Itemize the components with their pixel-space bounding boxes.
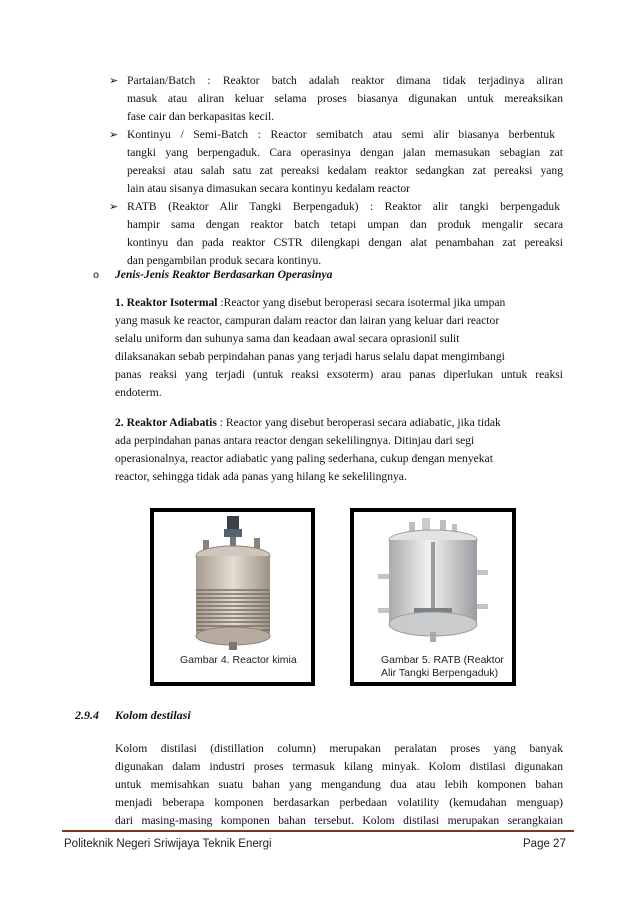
isothermal-line-2: yang masuk ke reactor, campuran dalam reactor dan lairan yang keluar dari reactor bbox=[115, 314, 500, 327]
kolom-line-1: Kolom distilasi (distillation column) merupakan peralatan proses yang banyak bbox=[115, 742, 563, 755]
isothermal-line-4: dilaksanakan sebab perpindahan panas yang terjadi harus selalu dapat mengimbangi bbox=[115, 350, 505, 363]
isothermal-line-3: selalu uniform dan suhunya sama dan keadaan awal secara oprasionil sulit bbox=[115, 332, 460, 345]
bullet-1-line-1: Partaian/Batch : Reaktor batch adalah reaktor dimana tidak terjadinya aliran bbox=[127, 74, 563, 87]
bullet-3-line-2: hampir sama dengan reaktor batch tetapi umpan dan produk mengalir secara bbox=[127, 218, 563, 231]
bullet-2-line-3: pereaksi atau salah satu zat pereaksi kedalam reaktor sedangkan zat pereaksi yang bbox=[127, 164, 563, 177]
isothermal-line-6: endoterm. bbox=[115, 386, 162, 399]
bullet-1-line-2: masuk atau aliran keluar selama proses biasanya digunakan untuk mereaksikan bbox=[127, 92, 563, 105]
isothermal-line-5: panas reaksi yang terjadi (untuk reaksi exsoterm) arau panas diperlukan untuk reaksi bbox=[115, 368, 563, 381]
isothermal-title: 1. Reaktor Isotermal bbox=[115, 296, 218, 309]
subsection-number: 2.9.4 bbox=[75, 708, 99, 722]
kolom-line-3: untuk memisahkan suatu bahan yang mengandung dua atau lebih komponen bahan bbox=[115, 778, 563, 791]
isothermal-line-1 bbox=[115, 294, 560, 312]
adiabatic-line-1 bbox=[115, 414, 501, 432]
figure-5-caption-line-1: Gambar 5. RATB (Reaktor bbox=[381, 654, 504, 666]
adiabatic-line-1-text: : Reactor yang disebut beroperasi secara adiabatic, jika tidak bbox=[219, 416, 501, 429]
arrow-bullet-icon: ➢ bbox=[109, 74, 119, 87]
adiabatic-title: 2. Reaktor Adiabatis bbox=[115, 416, 217, 429]
section-heading: Jenis-Jenis Reaktor Berdasarkan Operasinya bbox=[115, 268, 333, 281]
adiabatic-line-4: reactor, sehingga tidak ada panas yang hilang ke sekelilingnya. bbox=[115, 470, 407, 483]
page-number: Page 27 bbox=[523, 838, 566, 850]
isothermal-line-1-text: :Reactor yang disebut beroperasi secara isotermal jika umpan bbox=[220, 296, 506, 309]
subsection-title: Kolom destilasi bbox=[115, 708, 191, 722]
kolom-line-5: dari masing-masing komponen bahan tersebut. Kolom distilasi merupakan serangkaian bbox=[115, 814, 563, 827]
adiabatic-line-2: ada perpindahan panas antara reactor dengan sekelilingnya. Ditinjau dari segi bbox=[115, 434, 475, 447]
bullet-2-line-2: tangki yang berpengaduk. Cara operasinya dengan jalan memasukan sebagian zat bbox=[127, 146, 563, 159]
figure-4-caption: Gambar 4. Reactor kimia bbox=[180, 654, 297, 666]
ratb-reactor-image bbox=[354, 512, 512, 654]
arrow-bullet-icon: ➢ bbox=[109, 128, 119, 141]
bullet-3-line-4: dan pengambilan produk secara kontinyu. bbox=[127, 254, 322, 267]
footer-rule bbox=[62, 830, 574, 832]
kolom-line-2: digunakan dalam industri proses termasuk kilang minyak. Kolom distilasi digunakan bbox=[115, 760, 563, 773]
bullet-2-line-1: Kontinyu / Semi-Batch : Reactor semibatch atau semi alir biasanya berbentuk bbox=[127, 128, 555, 141]
kolom-line-4: menjadi beberapa komponen berdasarkan perbedaan volatility (kemudahan menguap) bbox=[115, 796, 563, 809]
bullet-2-line-4: lain atau sisanya dimasukan secara kontinyu kedalam reactor bbox=[127, 182, 410, 195]
arrow-bullet-icon: ➢ bbox=[109, 200, 119, 213]
circle-bullet-icon: o bbox=[93, 270, 100, 281]
bullet-3-line-1: RATB (Reaktor Alir Tangki Berpengaduk) : Reaktor alir tangki berpengaduk bbox=[127, 200, 560, 213]
chemical-reactor-image bbox=[154, 512, 311, 652]
adiabatic-line-3: operasionalnya, reactor adiabatic yang paling sederhana, cukup dengan menyekat bbox=[115, 452, 493, 465]
bullet-1-line-3: fase cair dan berkapasitas kecil. bbox=[127, 110, 275, 123]
figure-5-caption-line-2: Alir Tangki Berpengaduk) bbox=[381, 667, 499, 679]
bullet-3-line-3: kontinyu dan pada reaktor CSTR dilengkapi dengan alat penambahan zat pereaksi bbox=[127, 236, 563, 249]
footer-institution: Politeknik Negeri Sriwijaya Teknik Energi bbox=[64, 838, 272, 850]
